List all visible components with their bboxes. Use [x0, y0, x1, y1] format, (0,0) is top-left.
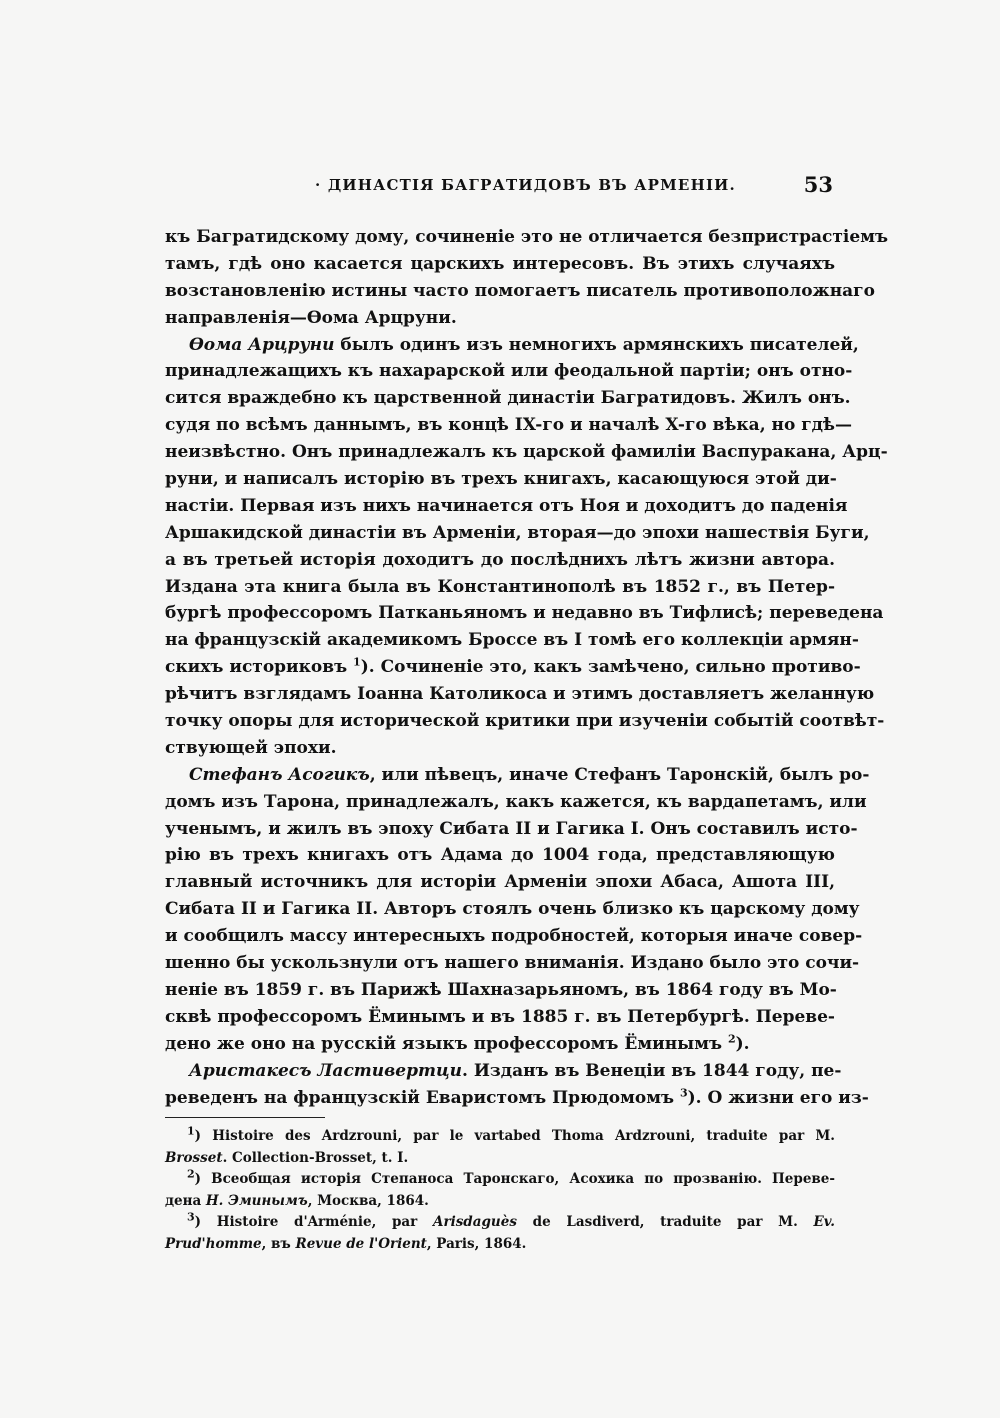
text-line: ствующей эпохи. — [165, 737, 337, 758]
text-line: тамъ, гдѣ оно касается царскихъ интересовъ. Въ этихъ случаяхъ — [165, 253, 835, 274]
footnote-divider — [165, 1117, 325, 1118]
page-number: 53 — [803, 172, 833, 197]
footnote-line: $^1$) Histoire des Ardzrouni, par le vartabed Thoma Ardzrouni, traduite par M. — [187, 1124, 835, 1144]
text-line: возстановленію истины часто помогаетъ писатель противоположнаго — [165, 280, 875, 301]
footnote-ref: 2 — [727, 1032, 736, 1046]
author-name: Стефанъ Асогикъ — [189, 764, 370, 785]
footnote-ref: 3 — [679, 1085, 688, 1099]
text-line: ученымъ, и жилъ въ эпоху Сибата II и Гагика I. Онъ составилъ исто- — [165, 818, 858, 839]
text-line: шенно бы ускользнули отъ нашего вниманія. Издано было это сочи- — [165, 953, 860, 974]
footnote-mark: 2 — [187, 1167, 195, 1181]
text-line: сится враждебно къ царственной династіи Багратидовъ. Жилъ онъ. — [165, 388, 851, 409]
footnote-line: $^3$) Histoire d'Arménie, par Arisdaguès de Lasdiverd, traduite par M. Ev. — [187, 1210, 835, 1230]
text-line: главный источникъ для исторіи Арменіи эпохи Абаса, Ашота III, — [165, 872, 835, 893]
text-line: реведенъ на французскій Еваристомъ Прюдомомъ $^3$). О жизни его из- — [165, 1085, 869, 1108]
text-line: настіи. Первая изъ нихъ начинается отъ Ноя и доходитъ до паденія — [165, 495, 848, 516]
text-line: неизвѣстно. Онъ принадлежалъ къ царской фамиліи Васпуракана, Арц- — [165, 442, 888, 463]
text-line: Аристакесъ Ластивертци. Изданъ въ Венеціи въ 1844 году, пе- — [189, 1060, 842, 1081]
text-line: скихъ историковъ $^1$). Сочиненіе это, какъ замѣчено, сильно противо- — [165, 655, 861, 678]
main-text — [165, 224, 889, 1111]
text-line: на французскій академикомъ Броссе въ I томѣ его коллекціи армян- — [165, 630, 859, 651]
footnote-mark: 3 — [187, 1210, 195, 1224]
text-line: Сибата II и Гагика II. Авторъ стоялъ очень близко къ царскому дому — [165, 899, 860, 920]
text-line: неніе въ 1859 г. въ Парижѣ Шахназарьяномъ, въ 1864 году въ Мо- — [165, 979, 837, 1000]
footnote-line: $^2$) Всеобщая исторія Степаноса Таронскаго, Асохика по прозванію. Переве- — [187, 1167, 835, 1187]
text-line: направленія—Ѳома Арцруни. — [165, 307, 457, 328]
text-line: Ѳома Арцруни былъ одинъ изъ немногихъ армянскихъ писателей, — [189, 334, 859, 355]
text-line: руни, и написалъ исторію въ трехъ книгахъ, касающуюся этой ди- — [165, 469, 837, 490]
footnote-ref: 1 — [353, 655, 361, 669]
text-line: бургѣ профессоромъ Патканьяномъ и недавно въ Тифлисѣ; переведена — [165, 603, 884, 624]
text-line: Издана эта книга была въ Константинополѣ въ 1852 г., въ Петер- — [165, 576, 835, 597]
page-header — [165, 172, 835, 202]
text-line: а въ третьей исторія доходитъ до послѣднихъ лѣтъ жизни автора. — [165, 549, 835, 570]
author-name: Аристакесъ Ластивертци — [189, 1060, 463, 1081]
text-line: сквѣ профессоромъ Ёминымъ и въ 1885 г. въ Петербургѣ. Переве- — [165, 1006, 835, 1027]
text-line: Аршакидской династіи въ Арменіи, вторая—до эпохи нашествія Буги, — [165, 522, 870, 543]
footnote-line: дена Н. Эминымъ, Москва, 1864. — [165, 1192, 429, 1209]
footnote-mark: 1 — [187, 1124, 195, 1138]
text-line: судя по всѣмъ даннымъ, въ концѣ IX-го и началѣ X-го вѣка, но гдѣ— — [165, 415, 852, 436]
text-line: рію въ трехъ книгахъ отъ Адама до 1004 года, представляющую — [165, 845, 835, 866]
text-line: рѣчитъ взглядамъ Іоанна Католикоса и этимъ доставляетъ желанную — [165, 684, 875, 705]
text-line: къ Багратидскому дому, сочиненіе это не отличается безпристрастіемъ — [165, 227, 889, 247]
footnotes — [165, 1126, 835, 1255]
footnote-line: Prud'homme, въ Revue de l'Orient, Paris, 1864. — [165, 1235, 527, 1252]
text-line: Стефанъ Асогикъ, или пѣвецъ, иначе Стефанъ Таронскій, былъ ро- — [189, 764, 870, 785]
footnote-line: Brosset. Collection-Brosset, t. I. — [165, 1149, 409, 1166]
text-line: и сообщилъ массу интересныхъ подробностей, которыя иначе совер- — [165, 926, 863, 947]
text-line: домъ изъ Тарона, принадлежалъ, какъ кажется, къ вардапетамъ, или — [165, 791, 867, 812]
text-line: принадлежащихъ къ нахарарской или феодальной партіи; онъ отно- — [165, 361, 853, 382]
text-line: дено же оно на русскій языкъ профессоромъ Ёминымъ $^2$). — [165, 1032, 750, 1054]
author-name: Ѳома Арцруни — [189, 334, 335, 355]
text-line: точку опоры для исторической критики при изученіи событій соотвѣт- — [165, 711, 885, 732]
running-title: · ДИНАСТІЯ БАГРАТИДОВЪ ВЪ АРМЕНІИ. — [315, 176, 736, 194]
